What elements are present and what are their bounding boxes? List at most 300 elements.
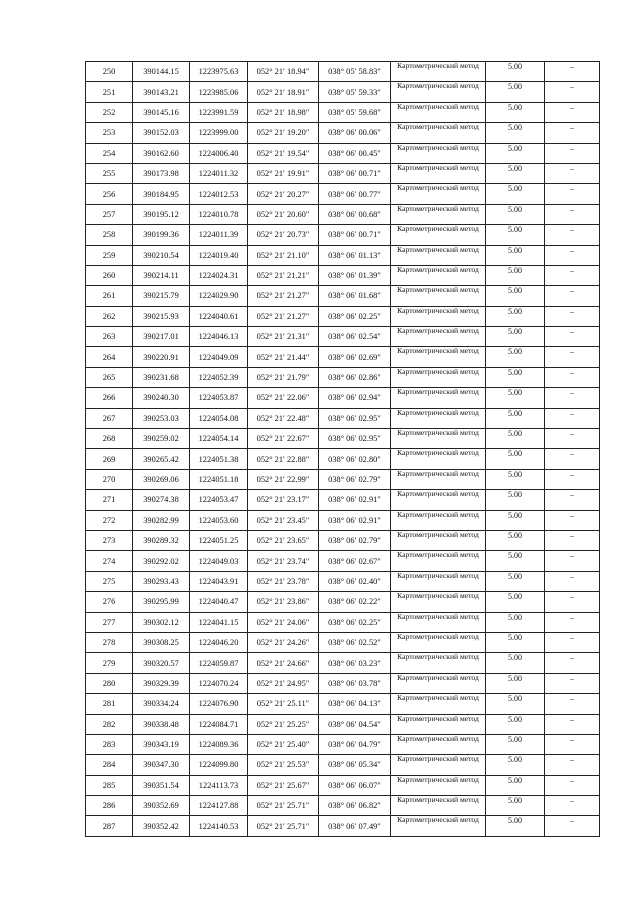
y-coordinate-cell: 1224051.25 [190,530,248,550]
y-coordinate-cell: 1224113.73 [190,775,248,795]
note-cell: – [545,796,600,816]
y-coordinate-cell: 1224084.71 [190,714,248,734]
x-coordinate-cell: 390292.02 [133,551,190,571]
table-row [86,510,600,530]
accuracy-cell: 5.00 [486,327,545,347]
latitude-cell: 052° 21′ 22.99″ [248,469,319,489]
y-coordinate-cell: 1224140.53 [190,816,248,836]
accuracy-cell: 5.00 [486,388,545,408]
x-coordinate-cell: 390173.98 [133,163,190,183]
method-cell: Картометрический метод [391,306,486,326]
y-coordinate-cell: 1224051.38 [190,449,248,469]
point-number-cell: 266 [86,388,133,408]
point-number-cell: 271 [86,490,133,510]
accuracy-cell: 5.00 [486,571,545,591]
note-cell: – [545,653,600,673]
longitude-cell: 038° 06′ 02.25″ [319,306,391,326]
method-cell: Картометрический метод [391,775,486,795]
longitude-cell: 038° 06′ 00.77″ [319,184,391,204]
accuracy-cell: 5.00 [486,612,545,632]
table-row [86,184,600,204]
x-coordinate-cell: 390289.32 [133,530,190,550]
longitude-cell: 038° 06′ 02.95″ [319,429,391,449]
point-number-cell: 259 [86,245,133,265]
note-cell: – [545,673,600,693]
point-number-cell: 258 [86,225,133,245]
point-number-cell: 280 [86,673,133,693]
method-cell: Картометрический метод [391,204,486,224]
method-cell: Картометрический метод [391,816,486,836]
x-coordinate-cell: 390145.16 [133,102,190,122]
table-row [86,449,600,469]
method-cell: Картометрический метод [391,123,486,143]
x-coordinate-cell: 390195.12 [133,204,190,224]
method-cell: Картометрический метод [391,143,486,163]
y-coordinate-cell: 1224024.31 [190,265,248,285]
accuracy-cell: 5.00 [486,632,545,652]
accuracy-cell: 5.00 [486,653,545,673]
method-cell: Картометрический метод [391,490,486,510]
x-coordinate-cell: 390282.99 [133,510,190,530]
method-cell: Картометрический метод [391,286,486,306]
table-row [86,775,600,795]
method-cell: Картометрический метод [391,571,486,591]
accuracy-cell: 5.00 [486,429,545,449]
latitude-cell: 052° 21′ 21.27″ [248,286,319,306]
x-coordinate-cell: 390274.38 [133,490,190,510]
longitude-cell: 038° 05′ 59.68″ [319,102,391,122]
longitude-cell: 038° 06′ 00.71″ [319,163,391,183]
y-coordinate-cell: 1224052.39 [190,367,248,387]
y-coordinate-cell: 1224029.90 [190,286,248,306]
method-cell: Картометрический метод [391,734,486,754]
table-row [86,225,600,245]
x-coordinate-cell: 390265.42 [133,449,190,469]
note-cell: – [545,388,600,408]
latitude-cell: 052° 21′ 19.91″ [248,163,319,183]
x-coordinate-cell: 390302.12 [133,612,190,632]
method-cell: Картометрический метод [391,429,486,449]
y-coordinate-cell: 1224076.90 [190,694,248,714]
longitude-cell: 038° 06′ 02.91″ [319,490,391,510]
accuracy-cell: 5.00 [486,775,545,795]
method-cell: Картометрический метод [391,755,486,775]
y-coordinate-cell: 1224053.87 [190,388,248,408]
note-cell: – [545,816,600,836]
note-cell: – [545,265,600,285]
x-coordinate-cell: 390152.03 [133,123,190,143]
y-coordinate-cell: 1224046.20 [190,632,248,652]
table-row [86,490,600,510]
coordinates-table-body [86,62,600,837]
point-number-cell: 251 [86,82,133,102]
point-number-cell: 260 [86,265,133,285]
longitude-cell: 038° 06′ 01.68″ [319,286,391,306]
note-cell: – [545,306,600,326]
longitude-cell: 038° 06′ 07.49″ [319,816,391,836]
point-number-cell: 253 [86,123,133,143]
table-row [86,469,600,489]
method-cell: Картометрический метод [391,510,486,530]
method-cell: Картометрический метод [391,347,486,367]
longitude-cell: 038° 05′ 58.83″ [319,62,391,82]
x-coordinate-cell: 390343.19 [133,734,190,754]
point-number-cell: 273 [86,530,133,550]
longitude-cell: 038° 06′ 03.78″ [319,673,391,693]
y-coordinate-cell: 1223985.06 [190,82,248,102]
accuracy-cell: 5.00 [486,490,545,510]
x-coordinate-cell: 390295.99 [133,592,190,612]
table-row [86,612,600,632]
y-coordinate-cell: 1224043.91 [190,571,248,591]
method-cell: Картометрический метод [391,694,486,714]
x-coordinate-cell: 390269.06 [133,469,190,489]
note-cell: – [545,347,600,367]
x-coordinate-cell: 390329.39 [133,673,190,693]
accuracy-cell: 5.00 [486,123,545,143]
table-row [86,204,600,224]
note-cell: – [545,429,600,449]
table-row [86,306,600,326]
latitude-cell: 052° 21′ 20.73″ [248,225,319,245]
point-number-cell: 274 [86,551,133,571]
accuracy-cell: 5.00 [486,143,545,163]
y-coordinate-cell: 1224049.09 [190,347,248,367]
latitude-cell: 052° 21′ 23.65″ [248,530,319,550]
longitude-cell: 038° 06′ 02.40″ [319,571,391,591]
method-cell: Картометрический метод [391,632,486,652]
longitude-cell: 038° 06′ 04.13″ [319,694,391,714]
y-coordinate-cell: 1224127.88 [190,796,248,816]
x-coordinate-cell: 390184.95 [133,184,190,204]
method-cell: Картометрический метод [391,408,486,428]
y-coordinate-cell: 1224053.47 [190,490,248,510]
x-coordinate-cell: 390217.01 [133,327,190,347]
latitude-cell: 052° 21′ 22.06″ [248,388,319,408]
point-number-cell: 281 [86,694,133,714]
point-number-cell: 264 [86,347,133,367]
note-cell: – [545,102,600,122]
latitude-cell: 052° 21′ 21.44″ [248,347,319,367]
table-row [86,551,600,571]
y-coordinate-cell: 1224054.14 [190,429,248,449]
note-cell: – [545,143,600,163]
longitude-cell: 038° 06′ 05.34″ [319,755,391,775]
method-cell: Картометрический метод [391,796,486,816]
method-cell: Картометрический метод [391,327,486,347]
accuracy-cell: 5.00 [486,714,545,734]
x-coordinate-cell: 390143.21 [133,82,190,102]
table-row [86,755,600,775]
latitude-cell: 052° 21′ 22.88″ [248,449,319,469]
x-coordinate-cell: 390162.60 [133,143,190,163]
accuracy-cell: 5.00 [486,225,545,245]
latitude-cell: 052° 21′ 23.78″ [248,571,319,591]
note-cell: – [545,163,600,183]
x-coordinate-cell: 390293.43 [133,571,190,591]
point-number-cell: 286 [86,796,133,816]
x-coordinate-cell: 390210.54 [133,245,190,265]
latitude-cell: 052° 21′ 25.67″ [248,775,319,795]
longitude-cell: 038° 06′ 03.23″ [319,653,391,673]
point-number-cell: 270 [86,469,133,489]
table-row [86,592,600,612]
x-coordinate-cell: 390214.11 [133,265,190,285]
y-coordinate-cell: 1224006.40 [190,143,248,163]
longitude-cell: 038° 06′ 00.68″ [319,204,391,224]
table-row [86,796,600,816]
longitude-cell: 038° 06′ 02.86″ [319,367,391,387]
note-cell: – [545,510,600,530]
y-coordinate-cell: 1224019.40 [190,245,248,265]
x-coordinate-cell: 390259.02 [133,429,190,449]
table-row [86,816,600,836]
longitude-cell: 038° 06′ 00.71″ [319,225,391,245]
table-row [86,653,600,673]
accuracy-cell: 5.00 [486,367,545,387]
longitude-cell: 038° 06′ 02.80″ [319,449,391,469]
latitude-cell: 052° 21′ 24.26″ [248,632,319,652]
point-number-cell: 254 [86,143,133,163]
longitude-cell: 038° 06′ 02.54″ [319,327,391,347]
table-row [86,694,600,714]
point-number-cell: 282 [86,714,133,734]
latitude-cell: 052° 21′ 23.86″ [248,592,319,612]
note-cell: – [545,62,600,82]
latitude-cell: 052° 21′ 25.71″ [248,796,319,816]
longitude-cell: 038° 06′ 02.69″ [319,347,391,367]
latitude-cell: 052° 21′ 22.67″ [248,429,319,449]
point-number-cell: 272 [86,510,133,530]
longitude-cell: 038° 06′ 04.79″ [319,734,391,754]
latitude-cell: 052° 21′ 23.45″ [248,510,319,530]
longitude-cell: 038° 06′ 02.52″ [319,632,391,652]
method-cell: Картометрический метод [391,163,486,183]
table-row [86,347,600,367]
longitude-cell: 038° 06′ 06.82″ [319,796,391,816]
table-row [86,82,600,102]
method-cell: Картометрический метод [391,612,486,632]
x-coordinate-cell: 390352.69 [133,796,190,816]
latitude-cell: 052° 21′ 21.31″ [248,327,319,347]
accuracy-cell: 5.00 [486,204,545,224]
y-coordinate-cell: 1224011.39 [190,225,248,245]
x-coordinate-cell: 390334.24 [133,694,190,714]
longitude-cell: 038° 06′ 02.25″ [319,612,391,632]
method-cell: Картометрический метод [391,388,486,408]
accuracy-cell: 5.00 [486,102,545,122]
point-number-cell: 278 [86,632,133,652]
point-number-cell: 277 [86,612,133,632]
latitude-cell: 052° 21′ 21.79″ [248,367,319,387]
table-row [86,123,600,143]
method-cell: Картометрический метод [391,653,486,673]
note-cell: – [545,490,600,510]
method-cell: Картометрический метод [391,673,486,693]
note-cell: – [545,734,600,754]
point-number-cell: 256 [86,184,133,204]
latitude-cell: 052° 21′ 25.11″ [248,694,319,714]
note-cell: – [545,612,600,632]
longitude-cell: 038° 06′ 00.45″ [319,143,391,163]
note-cell: – [545,755,600,775]
accuracy-cell: 5.00 [486,816,545,836]
note-cell: – [545,245,600,265]
method-cell: Картометрический метод [391,245,486,265]
latitude-cell: 052° 21′ 20.60″ [248,204,319,224]
accuracy-cell: 5.00 [486,755,545,775]
longitude-cell: 038° 06′ 02.95″ [319,408,391,428]
latitude-cell: 052° 21′ 23.74″ [248,551,319,571]
y-coordinate-cell: 1224070.24 [190,673,248,693]
y-coordinate-cell: 1224046.13 [190,327,248,347]
method-cell: Картометрический метод [391,714,486,734]
method-cell: Картометрический метод [391,449,486,469]
point-number-cell: 255 [86,163,133,183]
x-coordinate-cell: 390320.57 [133,653,190,673]
note-cell: – [545,530,600,550]
y-coordinate-cell: 1223999.00 [190,123,248,143]
table-row [86,734,600,754]
method-cell: Картометрический метод [391,551,486,571]
accuracy-cell: 5.00 [486,551,545,571]
note-cell: – [545,225,600,245]
accuracy-cell: 5.00 [486,163,545,183]
accuracy-cell: 5.00 [486,286,545,306]
x-coordinate-cell: 390215.79 [133,286,190,306]
accuracy-cell: 5.00 [486,734,545,754]
method-cell: Картометрический метод [391,367,486,387]
point-number-cell: 265 [86,367,133,387]
y-coordinate-cell: 1224040.61 [190,306,248,326]
y-coordinate-cell: 1223991.59 [190,102,248,122]
accuracy-cell: 5.00 [486,265,545,285]
method-cell: Картометрический метод [391,82,486,102]
method-cell: Картометрический метод [391,102,486,122]
point-number-cell: 257 [86,204,133,224]
note-cell: – [545,469,600,489]
longitude-cell: 038° 06′ 02.91″ [319,510,391,530]
note-cell: – [545,184,600,204]
latitude-cell: 052° 21′ 25.53″ [248,755,319,775]
latitude-cell: 052° 21′ 22.48″ [248,408,319,428]
method-cell: Картометрический метод [391,62,486,82]
latitude-cell: 052° 21′ 21.27″ [248,306,319,326]
note-cell: – [545,408,600,428]
latitude-cell: 052° 21′ 24.95″ [248,673,319,693]
table-row [86,367,600,387]
longitude-cell: 038° 06′ 02.79″ [319,469,391,489]
point-number-cell: 268 [86,429,133,449]
longitude-cell: 038° 06′ 00.06″ [319,123,391,143]
y-coordinate-cell: 1224089.36 [190,734,248,754]
accuracy-cell: 5.00 [486,469,545,489]
y-coordinate-cell: 1224012.53 [190,184,248,204]
point-number-cell: 252 [86,102,133,122]
table-row [86,265,600,285]
latitude-cell: 052° 21′ 23.17″ [248,490,319,510]
note-cell: – [545,204,600,224]
note-cell: – [545,551,600,571]
latitude-cell: 052° 21′ 25.40″ [248,734,319,754]
y-coordinate-cell: 1224041.15 [190,612,248,632]
latitude-cell: 052° 21′ 20.27″ [248,184,319,204]
note-cell: – [545,775,600,795]
x-coordinate-cell: 390351.54 [133,775,190,795]
latitude-cell: 052° 21′ 18.94″ [248,62,319,82]
latitude-cell: 052° 21′ 18.98″ [248,102,319,122]
y-coordinate-cell: 1224059.87 [190,653,248,673]
note-cell: – [545,592,600,612]
coordinates-table [85,61,600,837]
method-cell: Картометрический метод [391,225,486,245]
x-coordinate-cell: 390253.03 [133,408,190,428]
table-row [86,429,600,449]
table-row [86,530,600,550]
longitude-cell: 038° 06′ 02.79″ [319,530,391,550]
x-coordinate-cell: 390199.36 [133,225,190,245]
accuracy-cell: 5.00 [486,408,545,428]
note-cell: – [545,367,600,387]
y-coordinate-cell: 1224054.08 [190,408,248,428]
latitude-cell: 052° 21′ 18.91″ [248,82,319,102]
longitude-cell: 038° 06′ 02.94″ [319,388,391,408]
longitude-cell: 038° 06′ 02.22″ [319,592,391,612]
method-cell: Картометрический метод [391,265,486,285]
point-number-cell: 287 [86,816,133,836]
accuracy-cell: 5.00 [486,82,545,102]
y-coordinate-cell: 1224011.32 [190,163,248,183]
table-row [86,673,600,693]
x-coordinate-cell: 390338.48 [133,714,190,734]
latitude-cell: 052° 21′ 19.20″ [248,123,319,143]
latitude-cell: 052° 21′ 25.71″ [248,816,319,836]
point-number-cell: 262 [86,306,133,326]
accuracy-cell: 5.00 [486,796,545,816]
latitude-cell: 052° 21′ 24.06″ [248,612,319,632]
x-coordinate-cell: 390220.91 [133,347,190,367]
note-cell: – [545,714,600,734]
point-number-cell: 275 [86,571,133,591]
longitude-cell: 038° 05′ 59.33″ [319,82,391,102]
table-row [86,245,600,265]
latitude-cell: 052° 21′ 21.10″ [248,245,319,265]
table-row [86,143,600,163]
point-number-cell: 285 [86,775,133,795]
point-number-cell: 276 [86,592,133,612]
point-number-cell: 250 [86,62,133,82]
accuracy-cell: 5.00 [486,347,545,367]
note-cell: – [545,694,600,714]
method-cell: Картометрический метод [391,184,486,204]
longitude-cell: 038° 06′ 04.54″ [319,714,391,734]
table-row [86,632,600,652]
accuracy-cell: 5.00 [486,184,545,204]
accuracy-cell: 5.00 [486,592,545,612]
point-number-cell: 284 [86,755,133,775]
x-coordinate-cell: 390308.25 [133,632,190,652]
accuracy-cell: 5.00 [486,510,545,530]
note-cell: – [545,82,600,102]
accuracy-cell: 5.00 [486,245,545,265]
accuracy-cell: 5.00 [486,673,545,693]
longitude-cell: 038° 06′ 06.07″ [319,775,391,795]
table-row [86,62,600,82]
table-row [86,408,600,428]
accuracy-cell: 5.00 [486,306,545,326]
table-row [86,163,600,183]
y-coordinate-cell: 1224053.60 [190,510,248,530]
